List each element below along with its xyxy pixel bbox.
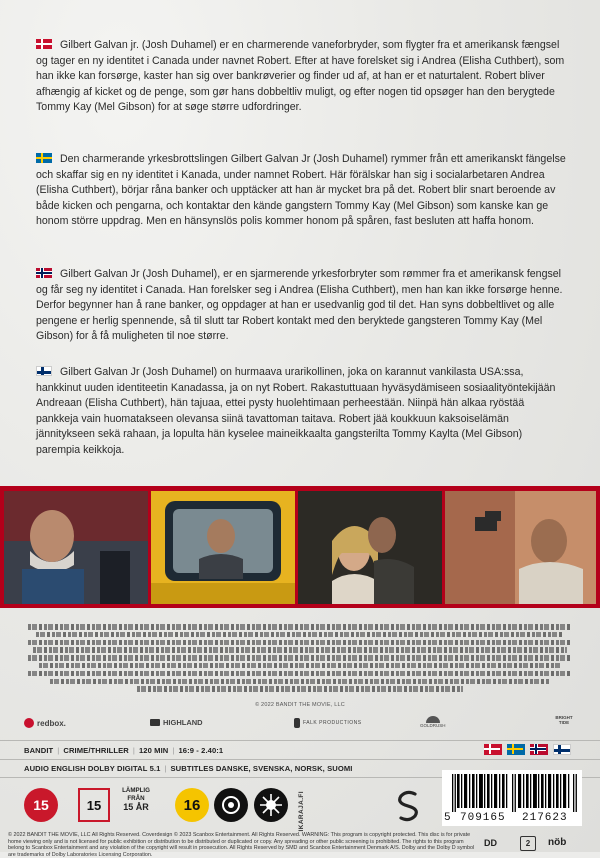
bright-tide-label: BRIGHT TIDE (555, 715, 573, 725)
subtitles-label: SUBTITLES DANSKE, SVENSKA, NORSK, SUOMI (170, 764, 353, 773)
redbox-icon (24, 718, 34, 728)
small-copyright: © 2022 BANDIT THE MOVIE, LLC (255, 702, 345, 708)
barcode-digit-first: 5 (444, 812, 451, 824)
runtime-label: 120 MIN (138, 746, 169, 755)
synopsis-finnish (36, 365, 566, 459)
credit-line (28, 671, 572, 677)
drugs-icon (214, 788, 248, 822)
mountain-icon (150, 719, 160, 726)
still-mel-gibson (4, 491, 148, 604)
still-couple (298, 491, 442, 604)
finnish-flag-icon (553, 744, 571, 755)
redbox-label: redbox. (37, 718, 66, 728)
dolby-logo: DD (484, 838, 497, 848)
legal-text: © 2022 BANDIT THE MOVIE, LLC All Rights Reserved. Coverdesign © 2023 Scanbox Entertainment. All Rights Reserved. WARNING: This program is copyright protected. This disc is for private home viewing only and is not licensed for public exhibition or distribution to be distributed or duplicated or copy. Any spreading or other public screening is prohibited. The rights to this program belong to Scanbox Entertainment and any violation of the copyright will result in prosecution. All Rights Reserved by SMD and Scanbox Entertainment Denmark A/S. Dolby and the Dolby D symbol are trademarks of Dolby Laboratories Licensing Corporation. (8, 832, 475, 858)
ikaraja-label: IKARAJA.FI (298, 791, 305, 832)
falk-logo (294, 718, 362, 728)
barcode-digit-group: 709165 (460, 812, 506, 824)
still-gun-scene (445, 491, 596, 604)
still-car-scene (151, 491, 295, 604)
redbox-logo (24, 718, 66, 728)
language-flags (484, 744, 571, 755)
highland-logo (150, 718, 203, 727)
divider (0, 759, 600, 760)
audio-row: AUDIO ENGLISH DOLBY DIGITAL 5.1 | SUBTITLES DANSKE, SVENSKA, NORSK, SUOMI (24, 764, 353, 773)
synopsis-text: Den charmerande yrkesbrottslingen Gilbert Galvan Jr (Josh Duhamel) rymmer från ett amerikanskt fängelse och skaffar sig en ny identitet i Kanada, under namnet Robert. Här förälskar han sig i socialarbetaren Andrea (Elisha Cuthbert), börjar råna banker och upptäcker att han är mycket bra på det. Robert blir snart beroende av både kicken och pengarna, och kontaktar den kände gangstern Tommy Kay (Mel Gibson) som kanske kan ge honom större uppdrag. Men en hänsynslös polis kommer honom på spåren, fast besluten att haffa honom. (36, 153, 566, 228)
credit-line (50, 679, 550, 685)
nordic-logo: nöb (548, 837, 567, 848)
bright-tide-logo (550, 715, 578, 725)
rating-dk-15: 15 (24, 788, 58, 822)
synopsis-text: Gilbert Galvan Jr (Josh Duhamel) on hurmaava urarikollinen, joka on karannut vankilasta USA:ssa, hankkinut uuden identiteetin Kanadassa, ja on nyt Robert. Rakastuttuaan hyväsydämiseen sosiaalityöntekijään Andreaan (Elisha Cuthbert), hän tajuaa, ettei pysty huolehtimaan perheestään. Niinpä hän alkaa ryöstää pankkeja vain huomatakseen olevansa siinä tavattoman taitava. Robert jää koukkuun kaksoiselämän jännitykseen sekä rahaan, ja lopulta hän kyselee maineikkaalta gangsterilta Tommy Kaylta (Mel Gibson) parempia keikkoja. (36, 366, 556, 456)
title-label: BANDIT (24, 746, 54, 755)
barcode-bars (452, 774, 578, 812)
se-rating-age: 15 ÅR (123, 802, 149, 812)
credits-block (28, 624, 572, 694)
divider (0, 740, 600, 741)
synopsis-text: Gilbert Galvan jr. (Josh Duhamel) er en charmerende vaneforbryder, som flygter fra et amerikansk fængsel og tager en ny identitet i Canada under navnet Robert. Efter at have forelsket sig i Andrea (Elisha Cuthbert), som han ikke kan forsørge, kaster han sig over bankrøverier og finder ud af, at han er et naturtalent. Robert bliver afhængig af kicket og de penge, som gør hans dobbeltliv muligt, og efter nogen tid opsøger han den berygtede Tommy Kay (Mel Gibson) for at søge større udfordringer. (36, 39, 565, 114)
credit-line (39, 663, 561, 669)
violence-icon (254, 788, 288, 822)
genre-label: CRIME/THRILLER (63, 746, 129, 755)
se-rating-line: FRÅN (127, 795, 145, 802)
logo-row (0, 716, 600, 736)
norwegian-flag-icon (530, 744, 548, 755)
goldrush-label: GOLDRUSH (420, 723, 446, 728)
swedish-flag-icon (36, 153, 52, 163)
info-row: BANDIT | CRIME/THRILLER | 120 MIN | 16:9 - 2.40:1 (24, 746, 224, 755)
synopsis-text: Gilbert Galvan Jr (Josh Duhamel), er en sjarmerende yrkesforbryter som rømmer fra et amerikansk fengsel og får seg ny identitet i Canada. Han forelsker seg i Andrea (Elisha Cuthbert), men han kan ikke forsørge henne. Derfor begynner han å rane banker, og oppdager at han er usedvanlig god til det. Han syns dobbeltlivet og alle pengene er herlig spennende, så til slutt tar Robert kontakt med den beryktede gangsteren Tommy Kay (Mel Gibson) for å få muligheten til noe større. (36, 268, 563, 343)
goldrush-logo (420, 716, 446, 728)
swedish-flag-icon (507, 744, 525, 755)
credit-line (33, 647, 566, 653)
credit-line (137, 686, 463, 692)
highland-label: HIGHLAND (163, 718, 203, 727)
credit-line (28, 640, 572, 646)
audio-label: AUDIO ENGLISH DOLBY DIGITAL 5.1 (24, 764, 161, 773)
barcode-digit-group: 217623 (522, 812, 568, 824)
scanbox-logo-icon (393, 788, 423, 822)
rating-fi-16: 16 (175, 788, 209, 822)
se-rating-line: LÄMPLIG (122, 787, 150, 794)
falk-icon (294, 718, 300, 728)
credit-line (28, 624, 572, 630)
barcode (442, 770, 582, 826)
synopsis-norwegian (36, 267, 566, 345)
finnish-flag-icon (36, 366, 52, 376)
danish-flag-icon (484, 744, 502, 755)
rating-se (118, 787, 154, 811)
danish-flag-icon (36, 39, 52, 49)
rating-no-15: 15 (78, 788, 110, 822)
credit-line (28, 655, 572, 661)
credit-line (36, 632, 564, 638)
falk-label: FALK PRODUCTIONS (303, 720, 362, 726)
goldrush-icon (426, 716, 440, 723)
synopsis-swedish (36, 152, 566, 230)
synopsis-danish (36, 38, 566, 116)
region-code-icon: 2 (520, 836, 536, 851)
norwegian-flag-icon (36, 268, 52, 278)
format-label: 16:9 - 2.40:1 (178, 746, 224, 755)
